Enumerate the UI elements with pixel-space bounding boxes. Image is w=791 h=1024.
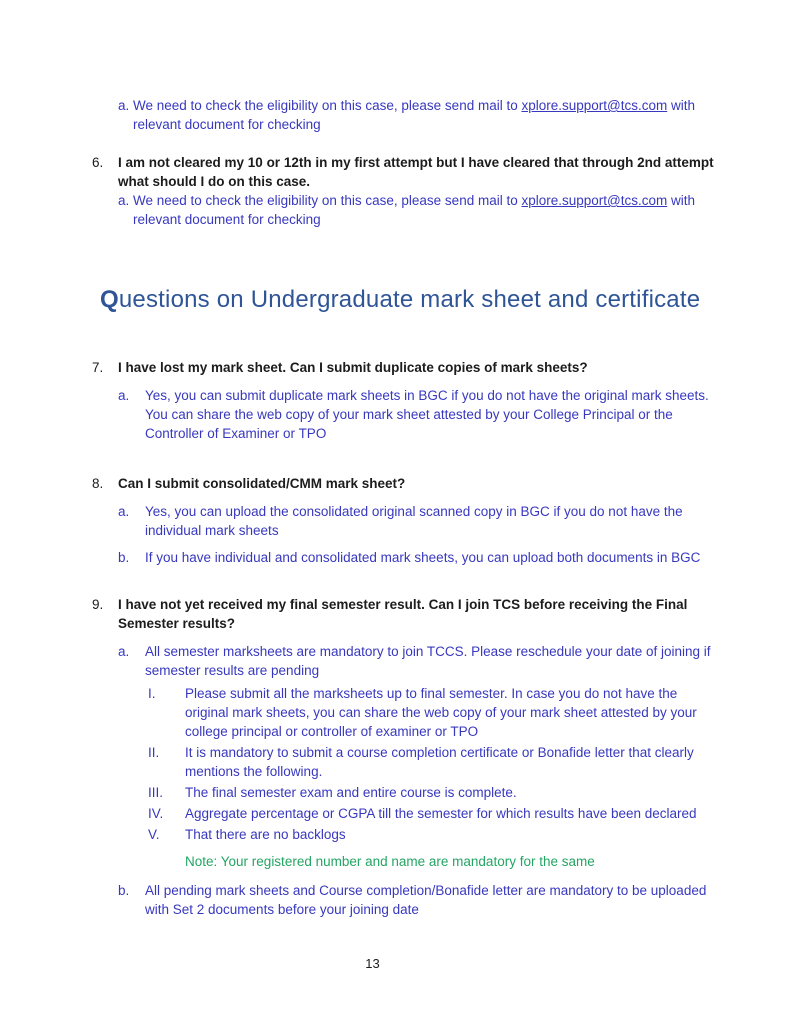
page-number: 13 bbox=[365, 956, 380, 971]
answer-item bbox=[118, 502, 717, 540]
sub-point-item bbox=[148, 783, 717, 802]
list-marker: IV. bbox=[148, 806, 164, 821]
answer-text bbox=[133, 96, 717, 134]
answer-item bbox=[118, 881, 717, 919]
answer-text bbox=[133, 191, 717, 229]
list-marker: III. bbox=[148, 785, 164, 800]
question-item-8 bbox=[92, 474, 717, 493]
sub-point-item bbox=[148, 743, 717, 781]
list-marker: a. bbox=[118, 98, 130, 113]
list-marker: b. bbox=[118, 550, 130, 565]
question-item-9 bbox=[92, 595, 717, 633]
note-text: Note: Your registered number and name are mandatory for the same bbox=[185, 854, 595, 869]
section-heading-rest: uestions on Undergraduate mark sheet and certificate bbox=[118, 286, 701, 313]
section-heading bbox=[100, 284, 717, 316]
list-marker: I. bbox=[148, 686, 156, 701]
answer-item bbox=[118, 642, 717, 680]
answer-item-eligibility-q6 bbox=[118, 191, 717, 229]
answer-item bbox=[118, 386, 717, 443]
sub-point-text: The final semester exam and entire course is complete. bbox=[185, 785, 517, 800]
question-number: 7. bbox=[92, 360, 104, 375]
answer-text: All pending mark sheets and Course completion/Bonafide letter are mandatory to be uploaded with Set 2 documents before your joining date bbox=[145, 883, 707, 917]
question-item-7 bbox=[92, 358, 717, 377]
list-marker: a. bbox=[118, 193, 130, 208]
sub-point-text: That there are no backlogs bbox=[185, 827, 346, 842]
answer-text-after-link: with relevant document for checking bbox=[133, 98, 695, 132]
email-link[interactable]: xplore.support@tcs.com bbox=[521, 98, 668, 113]
question-text: Can I submit consolidated/CMM mark sheet? bbox=[118, 476, 406, 491]
sub-point-item bbox=[148, 684, 717, 741]
answer-text-after-link: with relevant document for checking bbox=[133, 193, 695, 227]
sub-point-text: Please submit all the marksheets up to final semester. In case you do not have the original mark sheets, you can share the web copy of your mark sheet attested by your college principal or controller of examiner or TPO bbox=[185, 686, 697, 739]
answer-text-before-link: We need to check the eligibility on this case, please send mail to bbox=[133, 98, 522, 113]
answer-text: Yes, you can submit duplicate mark sheets in BGC if you do not have the original mark sheets. You can share the web copy of your mark sheet attested by your College Principal or the Controller of Examiner or TPO bbox=[145, 388, 709, 441]
answer-text: All semester marksheets are mandatory to join TCCS. Please reschedule your date of joining if semester results are pending bbox=[145, 644, 711, 678]
answer-text: If you have individual and consolidated mark sheets, you can upload both documents in BGC bbox=[145, 550, 701, 565]
question-text: I have lost my mark sheet. Can I submit duplicate copies of mark sheets? bbox=[118, 360, 588, 375]
email-link[interactable]: xplore.support@tcs.com bbox=[521, 193, 668, 208]
question-text: I am not cleared my 10 or 12th in my first attempt but I have cleared that through 2nd attempt what should I do on this case. bbox=[118, 155, 714, 189]
answer-item bbox=[118, 548, 717, 567]
answer-item-eligibility-top bbox=[118, 96, 717, 134]
list-marker: II. bbox=[148, 745, 160, 760]
sub-point-text: Aggregate percentage or CGPA till the semester for which results have been declared bbox=[185, 806, 697, 821]
list-marker: a. bbox=[118, 504, 130, 519]
sub-point-text: It is mandatory to submit a course completion certificate or Bonafide letter that clearly mentions the following. bbox=[185, 745, 694, 779]
question-text: I have not yet received my final semester result. Can I join TCS before receiving the Final Semester results? bbox=[118, 597, 688, 631]
answer-text-before-link: We need to check the eligibility on this case, please send mail to bbox=[133, 193, 522, 208]
list-marker: V. bbox=[148, 827, 160, 842]
question-number: 8. bbox=[92, 476, 104, 491]
question-number: 6. bbox=[92, 155, 104, 170]
question-item-6 bbox=[92, 153, 717, 191]
section-heading-lead: Q bbox=[100, 286, 119, 313]
list-marker: b. bbox=[118, 883, 130, 898]
list-marker: a. bbox=[118, 388, 130, 403]
sub-point-item bbox=[148, 804, 717, 823]
list-marker: a. bbox=[118, 644, 130, 659]
sub-point-item bbox=[148, 825, 717, 844]
answer-text: Yes, you can upload the consolidated original scanned copy in BGC if you do not have the individual mark sheets bbox=[145, 504, 683, 538]
question-number: 9. bbox=[92, 597, 104, 612]
